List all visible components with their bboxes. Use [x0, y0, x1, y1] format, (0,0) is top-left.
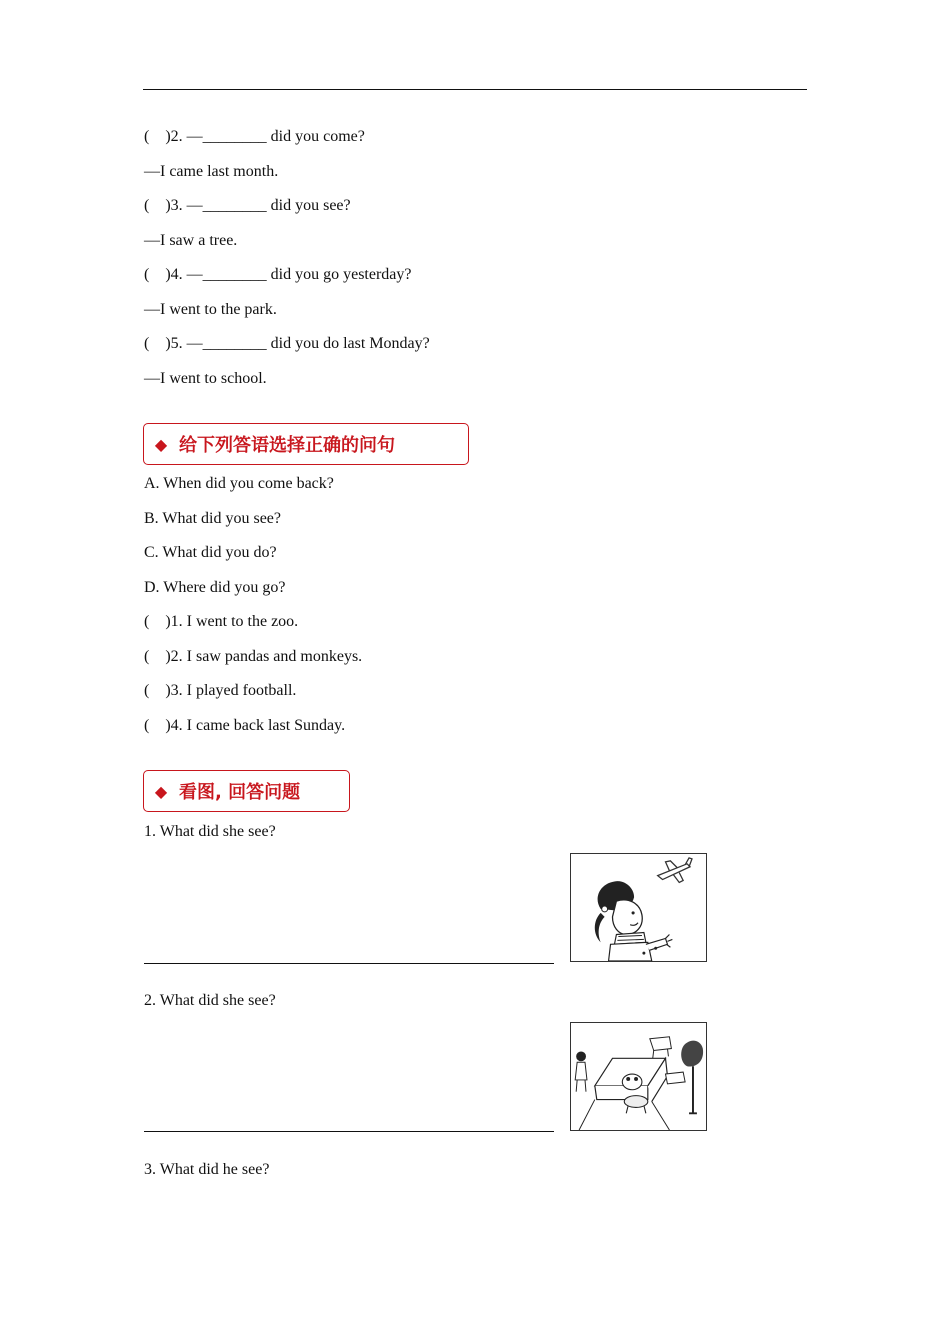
answer-2: —I came last month. [144, 163, 279, 180]
picture-question-2: 2. What did she see? [144, 992, 276, 1009]
item-2: ( )2. I saw pandas and monkeys. [144, 648, 363, 665]
picture-zoo-animals [570, 1022, 707, 1131]
answer-line-1 [144, 963, 554, 964]
girl-airplane-illustration [571, 854, 706, 961]
option-b: B. What did you see? [144, 510, 282, 527]
answer-3: —I saw a tree. [144, 232, 238, 249]
answer-4: —I went to the park. [144, 301, 277, 318]
picture-question-3: 3. What did he see? [144, 1161, 270, 1178]
section-title: 给下列答语选择正确的问句 [179, 435, 395, 456]
question-3: ( )3. —________ did you see? [144, 197, 351, 214]
header-rule [143, 89, 807, 90]
diamond-bullet-icon: ◆ [154, 781, 168, 801]
question-4: ( )4. —________ did you go yesterday? [144, 266, 412, 283]
option-a: A. When did you come back? [144, 475, 334, 492]
item-1: ( )1. I went to the zoo. [144, 613, 299, 630]
diamond-bullet-icon: ◆ [154, 434, 168, 454]
item-4: ( )4. I came back last Sunday. [144, 717, 346, 734]
picture-girl-airplane [570, 853, 707, 962]
option-d: D. Where did you go? [144, 579, 286, 596]
question-5: ( )5. —________ did you do last Monday? [144, 335, 430, 352]
picture-question-1: 1. What did she see? [144, 823, 276, 840]
section-heading-picture-questions [143, 770, 350, 812]
answer-5: —I went to school. [144, 370, 267, 387]
answer-line-2 [144, 1131, 554, 1132]
question-2: ( )2. —________ did you come? [144, 128, 365, 145]
zoo-animals-illustration [571, 1023, 706, 1130]
section-heading-choose-question [143, 423, 469, 465]
item-3: ( )3. I played football. [144, 682, 297, 699]
section-title: 看图, 回答问题 [179, 782, 301, 803]
option-c: C. What did you do? [144, 544, 277, 561]
